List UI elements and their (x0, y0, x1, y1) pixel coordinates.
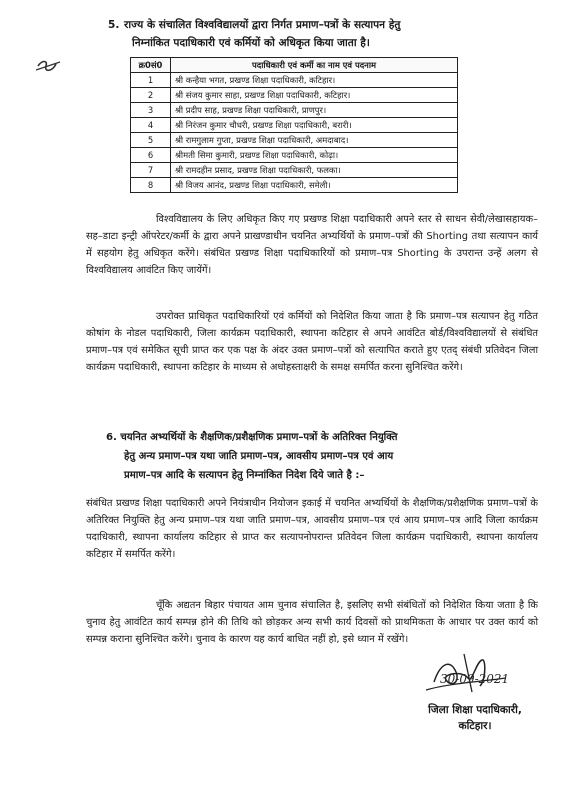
row-name: श्री संजय कुमार साहा, प्रखण्ड शिक्षा पदाधिकारी, कटिहार। (171, 88, 458, 103)
section-6-line-1: चयनित अभ्यर्थियों के शैक्षणिक/प्रशैक्षणिक प्रमाण–पत्रों के अतिरिक्त नियुक्ति (120, 432, 398, 443)
table-row (131, 178, 458, 193)
row-serial: 4 (131, 118, 171, 133)
paragraph-3-text: संबंधित प्रखण्ड शिक्षा पदाधिकारी अपने नियंत्राधीन नियोजन इकाई में चयनित अभ्यर्थियों के शैक्षणिक/प्रशैक्षणिक प्रमाण–पत्रों के अतिरिक्त नियुक्ति हेतु अन्य प्रमाण–पत्र यथा जाति प्रमाण–पत्र, आवसीय प्रमाण–पत्र एवं आय प्रमाण–पत्र आदि जिला कार्यक्रम पदाधिकारी, स्थापना कार्यालय कटिहार से प्राप्त कर सत्यापनोपरान्त प्रतिवेदन जिला कार्यक्रम पदाधिकारी, स्थापना कार्यालय कटिहार में समर्पित करेंगे। (86, 498, 538, 560)
row-serial: 5 (131, 133, 171, 148)
row-name: श्री कन्हैया भगत, प्रखण्ड शिक्षा पदाधिकारी, कटिहार। (171, 73, 458, 88)
row-name: श्रीमती सिमा कुमारी, प्रखण्ड शिक्षा पदाधिकारी, कोढ़ा। (171, 148, 458, 163)
row-serial: 7 (131, 163, 171, 178)
row-serial: 3 (131, 103, 171, 118)
signatory-title: जिला शिक्षा पदाधिकारी, (428, 704, 522, 716)
margin-handwritten-mark (34, 52, 64, 78)
row-serial: 8 (131, 178, 171, 193)
paragraph-2-text: उपरोक्त प्राधिकृत पदाधिकारियों एवं कर्मियों को निदेशित किया जाता है कि प्रमाण–पत्र सत्यापन हेतु गठित कोषांग के नोडल पदाधिकारी, जिला कार्यक्रम पदाधिकारी, स्थापना कटिहार से अपने आवंटित बोर्ड/विश्वविद्यालयों से संबंधित प्रमाण–पत्र एवं समेकित सूची प्राप्त कर एक पक्ष के अंदर उक्त प्रमाण–पत्रों को सत्यापित कराते हुए एतद् संबंधी प्रतिवेदन जिला कार्यक्रम पदाधिकारी, स्थापना कटिहार के माध्यम से अधोहस्ताक्षरी के समक्ष समर्पित करना सुनिश्चित करेंगे। (86, 311, 538, 373)
section-5-heading (108, 16, 538, 52)
row-serial: 1 (131, 73, 171, 88)
signatory-place: कटिहार। (458, 720, 492, 732)
header-serial: क्र0सं0 (131, 58, 171, 73)
section-6-number: 6. (106, 432, 117, 443)
table-row (131, 163, 458, 178)
row-name: श्री विजय आनंद, प्रखण्ड शिक्षा पदाधिकारी, समेली। (171, 178, 458, 193)
section-5-number: 5. (108, 19, 120, 31)
table-row (131, 148, 458, 163)
paragraph-4 (86, 597, 538, 648)
row-name: श्री निरंजन कुमार चौधरी, प्रखण्ड शिक्षा पदाधिकारी, बरारी। (171, 118, 458, 133)
row-name: श्री प्रदीप साह, प्रखण्ड शिक्षा पदाधिकारी, प्राणपुर। (171, 103, 458, 118)
section-6-line-2: हेतु अन्य प्रमाण–पत्र यथा जाति प्रमाण–पत्र, आवसीय प्रमाण–पत्र एवं आय (124, 451, 394, 462)
officers-table (130, 57, 458, 193)
table-row (131, 73, 458, 88)
row-name: श्री रामगुलाम गुप्ता, प्रखण्ड शिक्षा पदाधिकारी, अमदाबाद। (171, 133, 458, 148)
paragraph-1-text: विश्वविद्यालय के लिए अधिकृत किए गए प्रखण्ड शिक्षा पदाधिकारी अपने स्तर से साधन सेवी/लेखासहायक–सह–डाटा इन्ट्री ऑपरेटर/कर्मी के द्वारा अपने प्राखण्डाधीन चयनित अभ्यर्थियों के प्रमाण–पत्रों की Shorting तथा सत्यापन कार्य में सहयोग हेतु अधिकृत करेंगे। संबंधित प्रखण्ड शिक्षा पदाधिकारियों को प्रमाण–पत्र Shorting के उपरान्त उन्हें अलग से विश्वविद्यालय आवंटित किए जायेंगें। (86, 214, 538, 276)
row-name: श्री रामदहीन प्रसाद, प्रखण्ड शिक्षा पदाधिकारी, फलका। (171, 163, 458, 178)
paragraph-2 (86, 308, 538, 376)
section-5-line-1: राज्य के संचालित विश्वविद्यालयों द्वारा निर्गत प्रमाण–पत्रों के सत्यापन हेतु (124, 19, 401, 31)
table-row (131, 133, 458, 148)
row-serial: 6 (131, 148, 171, 163)
table-row (131, 118, 458, 133)
signatory-block (395, 702, 555, 734)
signature-date: 30-09-2021 (440, 672, 510, 686)
section-6-line-3: प्रमाण–पत्र आदि के सत्यापन हेतु निम्नांकित निदेश दिये जाते है :– (124, 470, 365, 481)
section-6-heading (90, 428, 538, 485)
paragraph-1 (86, 211, 538, 279)
table-row (131, 103, 458, 118)
row-serial: 2 (131, 88, 171, 103)
table-header-row (131, 58, 458, 73)
table-row (131, 88, 458, 103)
section-5-line-2: निम्नांकित पदाधिकारी एवं कर्मियों को अधिकृत किया जाता है। (132, 37, 370, 49)
paragraph-4-text: चूँकि अद्यतन बिहार पंचायत आम चुनाव संचालित है, इसलिए सभी संबंधितों को निदेशित किया जताा है कि चुनाव हेतु आवंटित कार्य सम्पन्न होने की तिथि को छोड़कर अन्य सभी कार्य दिवसों को प्राथमिकता के आधार पर उक्त कार्य को सम्पन्न कराना सुनिश्चित करेंगे। चुनाव के कारण यह कार्य बाधित नहीं हो, इसे ध्यान में रखेंगे। (86, 600, 538, 645)
header-name: पदाधिकारी एवं कर्मी का नाम एवं पदनाम (171, 58, 458, 73)
paragraph-3 (86, 495, 538, 563)
